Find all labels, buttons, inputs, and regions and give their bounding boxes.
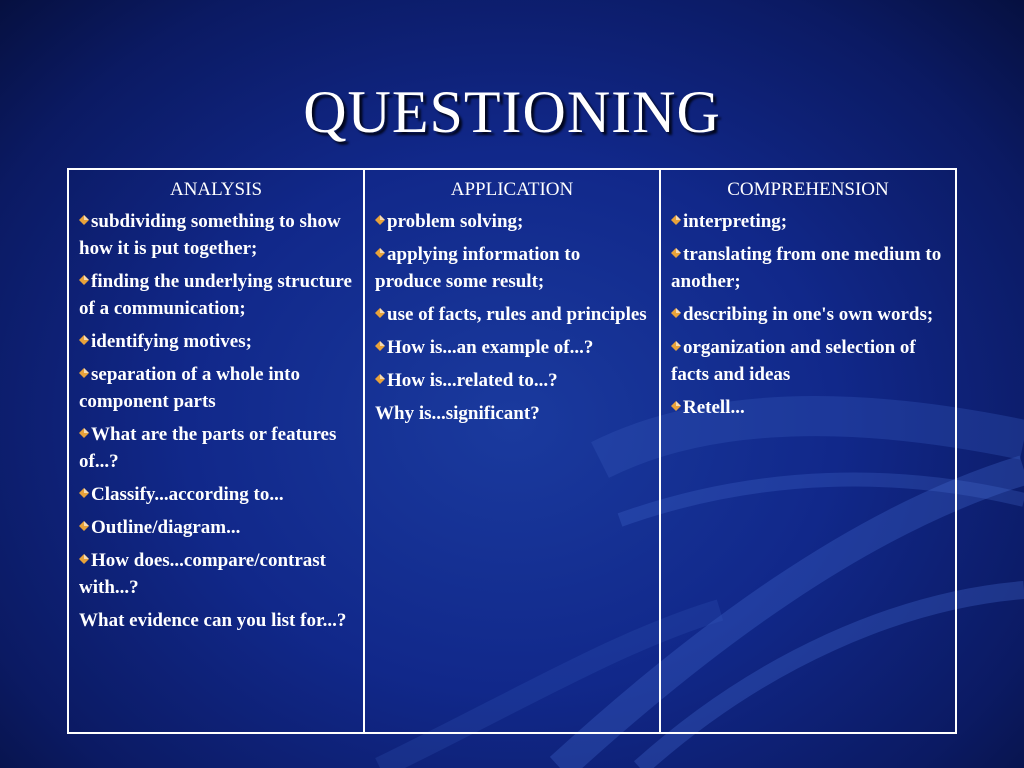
diamond-bullet-icon: [375, 341, 385, 351]
list-item: [375, 241, 649, 295]
list-item: [79, 328, 353, 355]
list-item: [375, 400, 649, 427]
list-item-text: How is...related to...?: [387, 370, 558, 391]
list-item: [79, 361, 353, 415]
diamond-bullet-icon: [375, 308, 385, 318]
list-item-text: What evidence can you list for...?: [79, 610, 347, 631]
list-item-text: subdividing something to show how it is put together;: [79, 211, 341, 259]
list-item: [671, 394, 945, 421]
list-item-text: Retell...: [683, 397, 745, 418]
diamond-bullet-icon: [79, 428, 89, 438]
list-item-text: Why is...significant?: [375, 403, 540, 424]
list-item: [79, 481, 353, 508]
diamond-bullet-icon: [79, 554, 89, 564]
list-item-text: organization and selection of facts and ideas: [671, 337, 916, 385]
list-item: [671, 334, 945, 388]
list-item: [671, 301, 945, 328]
list-item-text: interpreting;: [683, 211, 788, 232]
list-item: [375, 334, 649, 361]
list-item: [375, 301, 649, 328]
list-item: [79, 514, 353, 541]
list-item-text: How is...an example of...?: [387, 337, 594, 358]
list-item: [79, 268, 353, 322]
questioning-table: [67, 168, 957, 734]
list-item: [79, 547, 353, 601]
diamond-bullet-icon: [375, 374, 385, 384]
diamond-bullet-icon: [375, 215, 385, 225]
diamond-bullet-icon: [375, 248, 385, 258]
diamond-bullet-icon: [79, 215, 89, 225]
column-header: APPLICATION: [450, 179, 574, 200]
list-item: [79, 607, 353, 634]
list-item: [671, 241, 945, 295]
list-item-text: Outline/diagram...: [91, 517, 241, 538]
column-application: [363, 170, 659, 732]
list-item: [79, 208, 353, 262]
list-item-text: applying information to produce some result;: [375, 244, 581, 292]
list-item-text: separation of a whole into component parts: [79, 364, 300, 412]
diamond-bullet-icon: [671, 401, 681, 411]
list-item-text: problem solving;: [387, 211, 524, 232]
diamond-bullet-icon: [671, 215, 681, 225]
list-item: [79, 421, 353, 475]
list-item-text: identifying motives;: [91, 331, 252, 352]
list-item-text: translating from one medium to another;: [671, 244, 942, 292]
diamond-bullet-icon: [79, 335, 89, 345]
column-header: ANALYSIS: [169, 179, 263, 200]
list-item-text: Classify...according to...: [91, 484, 284, 505]
diamond-bullet-icon: [79, 488, 89, 498]
list-item-text: describing in one's own words;: [683, 304, 934, 325]
column-comprehension: [659, 170, 955, 732]
diamond-bullet-icon: [671, 248, 681, 258]
diamond-bullet-icon: [79, 521, 89, 531]
list-item-text: finding the underlying structure of a communication;: [79, 271, 352, 319]
list-item: [375, 367, 649, 394]
diamond-bullet-icon: [79, 368, 89, 378]
diamond-bullet-icon: [79, 275, 89, 285]
diamond-bullet-icon: [671, 308, 681, 318]
list-item: [671, 208, 945, 235]
list-item: [375, 208, 649, 235]
column-analysis: [69, 170, 363, 732]
list-item-text: use of facts, rules and principles: [387, 304, 647, 325]
list-item-text: How does...compare/contrast with...?: [79, 550, 327, 598]
column-header: COMPREHENSION: [727, 179, 889, 200]
list-item-text: What are the parts or features of...?: [79, 424, 337, 472]
diamond-bullet-icon: [671, 341, 681, 351]
slide-title: QUESTIONING: [303, 79, 721, 145]
